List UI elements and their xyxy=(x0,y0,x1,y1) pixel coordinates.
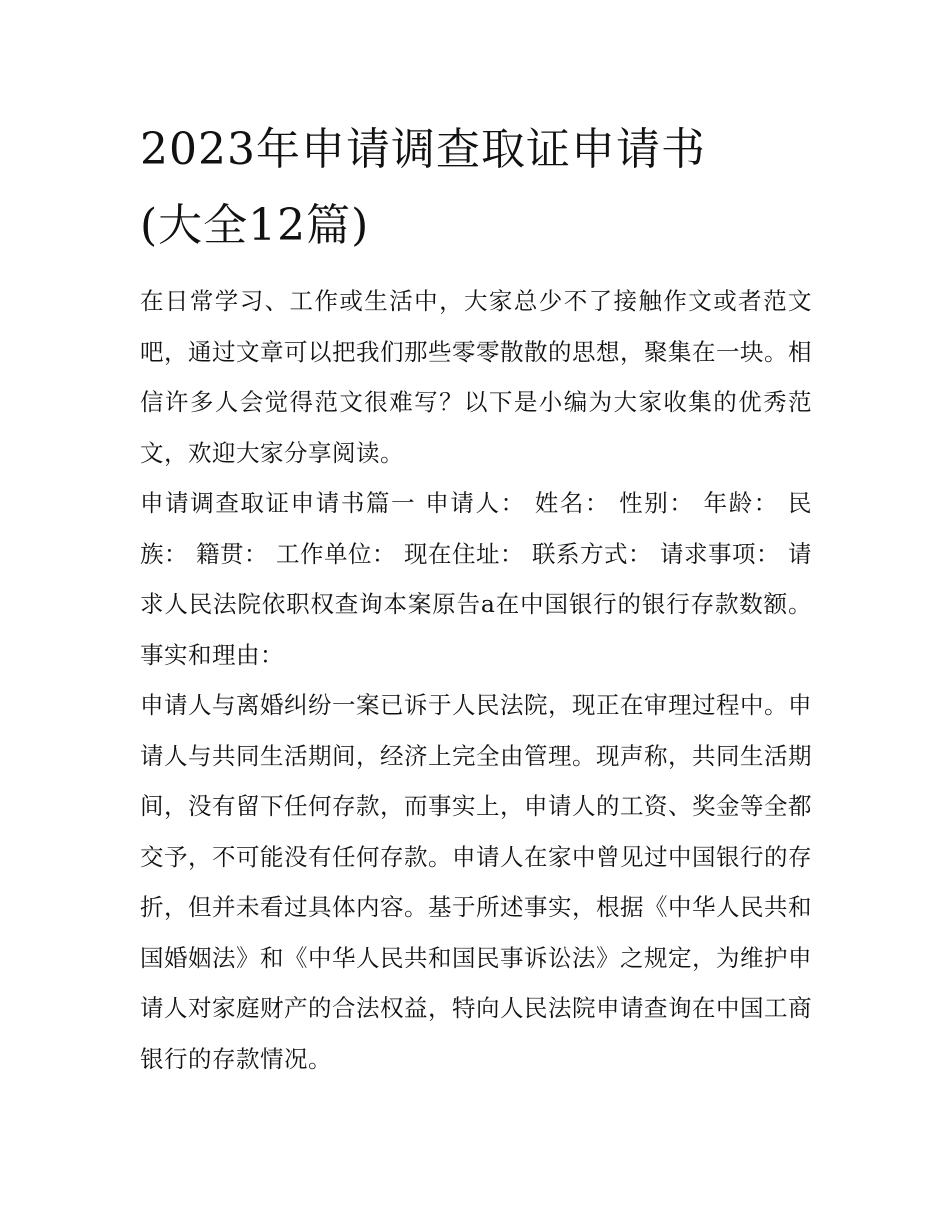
paragraph-intro: 在日常学习、工作或生活中，大家总少不了接触作文或者范文吧，通过文章可以把我们那些零零散散的思想，聚集在一块。相信许多人会觉得范文很难写？以下是小编为大家收集的优秀范文，欢迎大家分享阅读。 xyxy=(140,287,812,467)
paragraph-application-header: 申请调查取证申请书篇一 申请人： 姓名： 性别： 年龄： 民族： 籍贯： 工作单位： 现在住址： 联系方式： 请求事项： 请求人民法院依职权查询本案原告a在中国银行的银行存款数额。 事实和理由： xyxy=(140,489,812,669)
document-body xyxy=(140,276,812,1084)
document-title xyxy=(140,112,812,264)
paragraph-facts: 申请人与离婚纠纷一案已诉于人民法院，现正在审理过程中。申请人与共同生活期间，经济上完全由管理。现声称，共同生活期间，没有留下任何存款，而事实上，申请人的工资、奖金等全都交予，不可能没有任何存款。申请人在家中曾见过中国银行的存折，但并未看过具体内容。基于所述事实，根据《中华人民共和国婚姻法》和《中华人民共和国民事诉讼法》之规定，为维护申请人对家庭财产的合法权益，特向人民法院申请查询在中国工商银行的存款情况。 xyxy=(140,691,812,1073)
title-line-1: 2023年申请调查取证申请书 xyxy=(140,124,706,175)
document-page xyxy=(140,112,812,1084)
title-line-2: (大全12篇) xyxy=(140,200,370,251)
